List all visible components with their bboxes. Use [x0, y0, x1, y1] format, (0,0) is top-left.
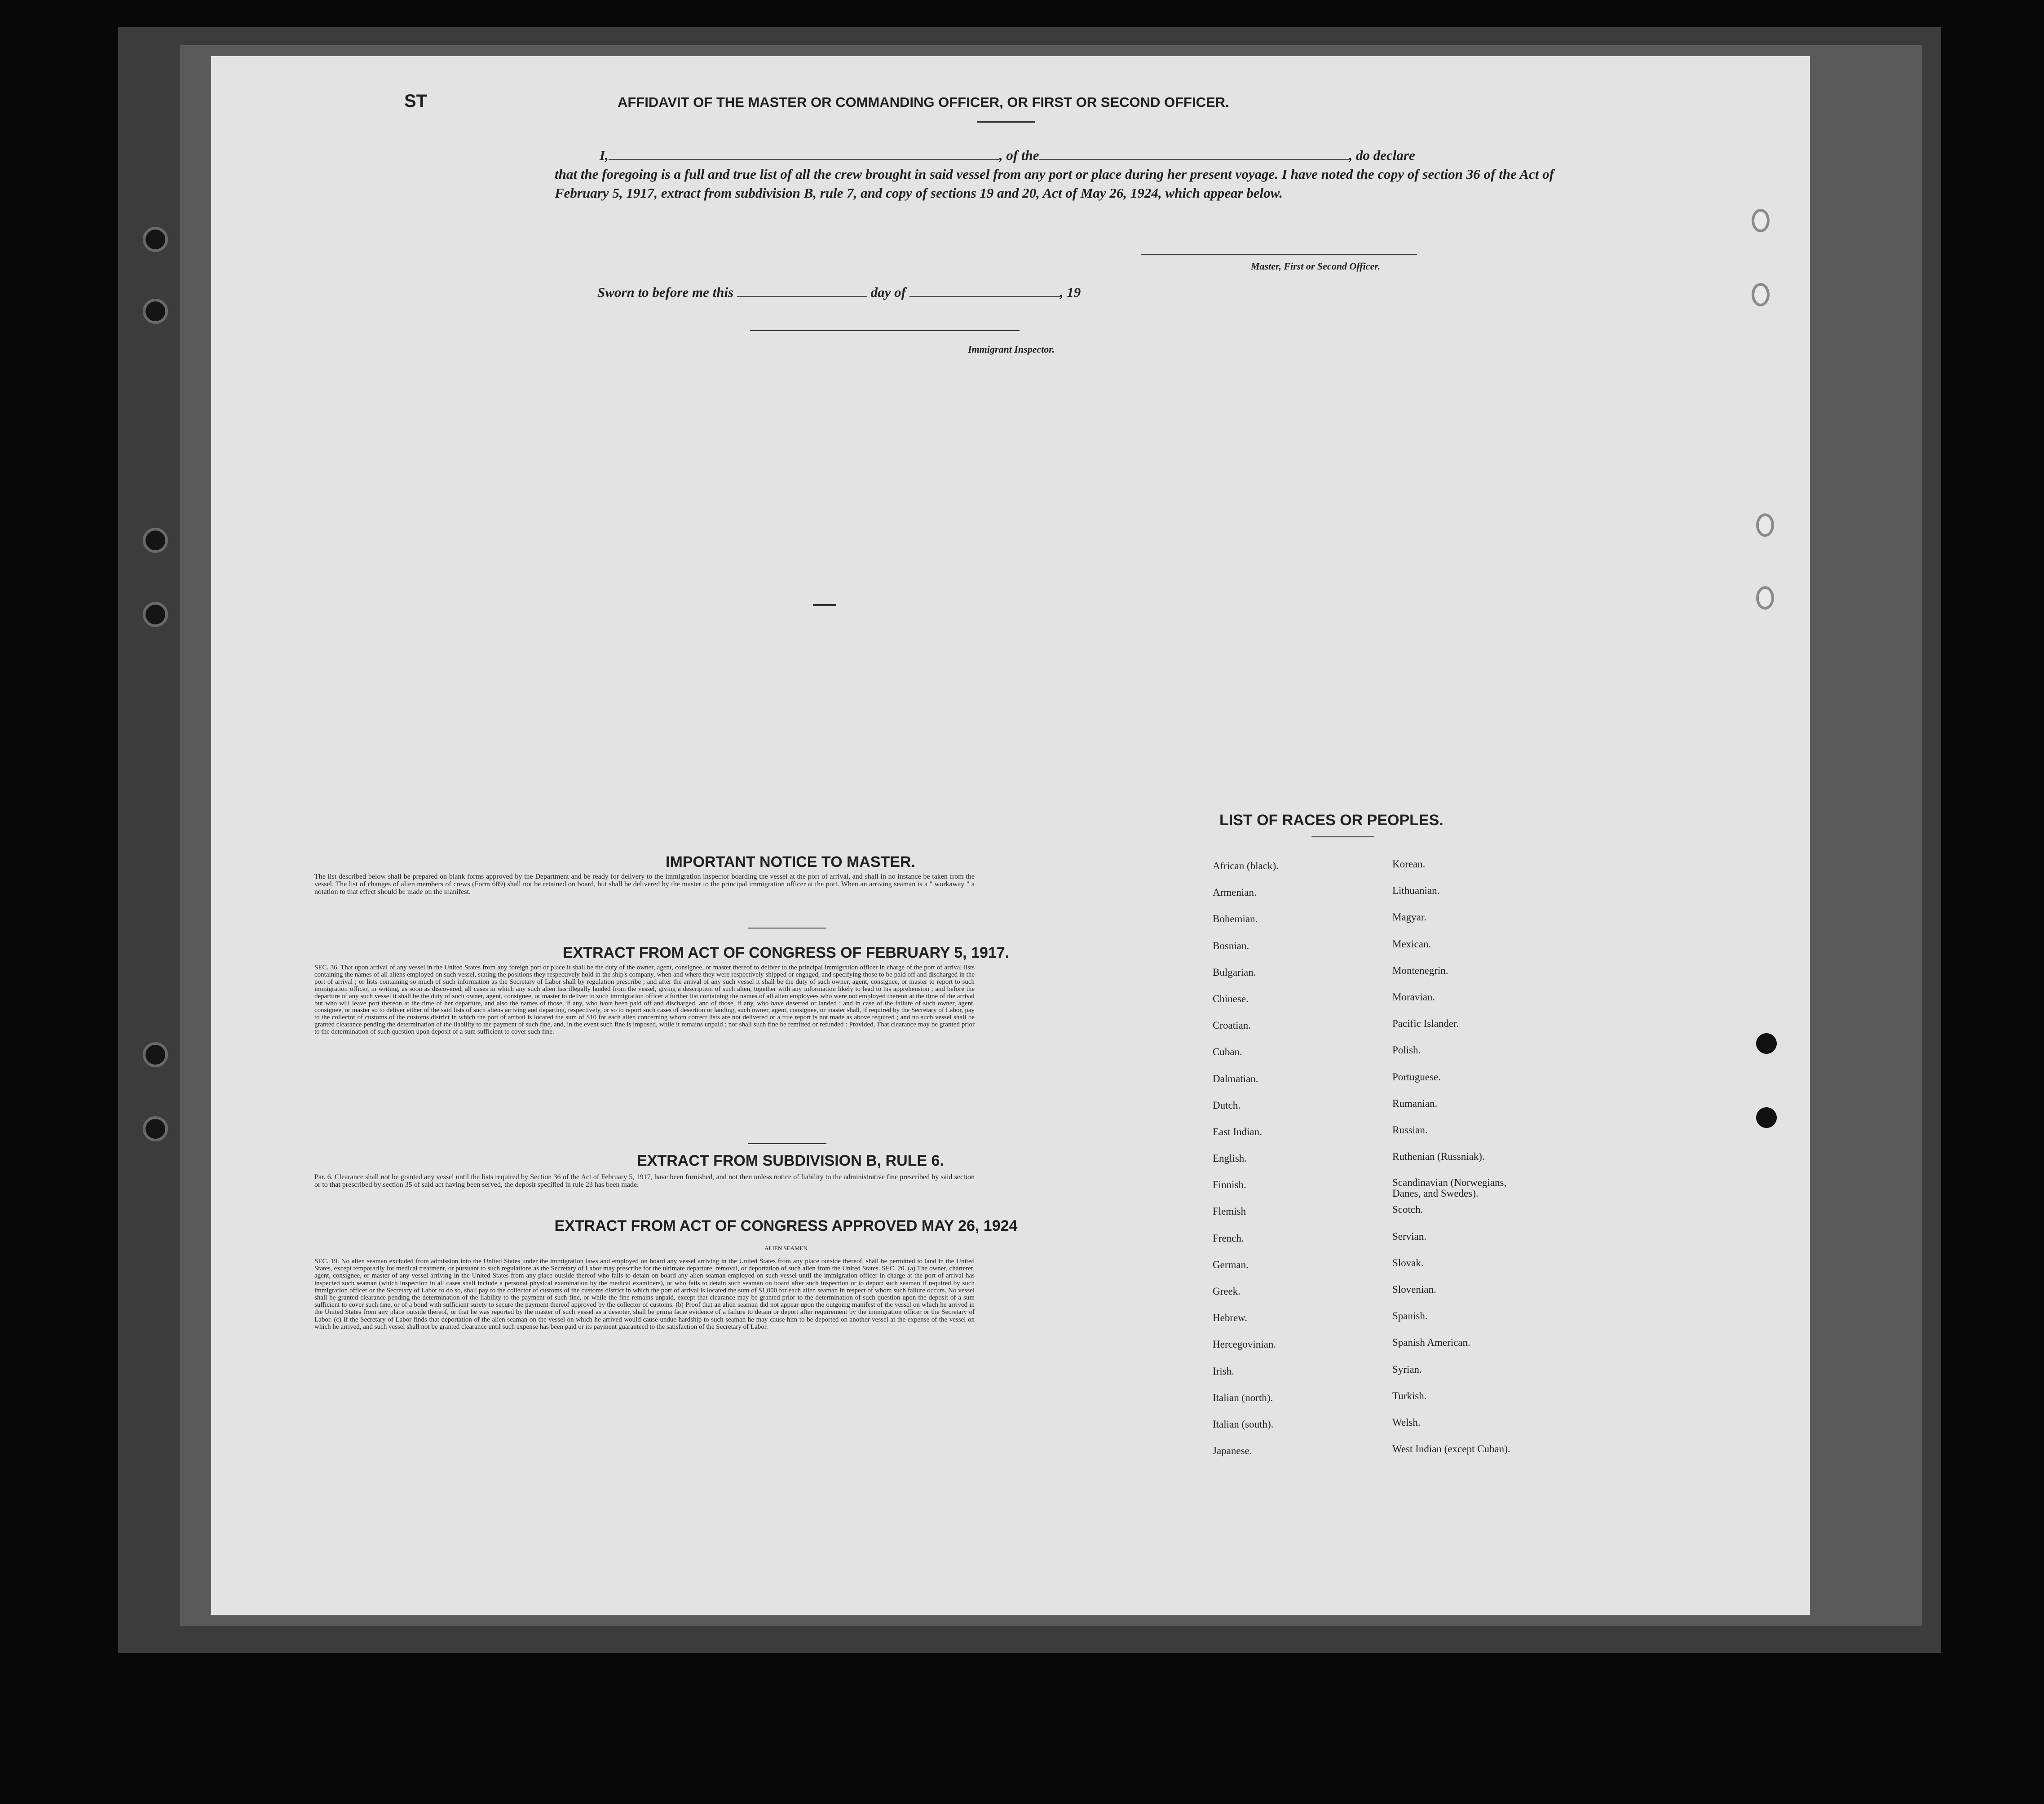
divider: [748, 1143, 826, 1144]
notice-title: IMPORTANT NOTICE TO MASTER.: [666, 853, 915, 871]
race-item: West Indian (except Cuban).: [1392, 1443, 1510, 1455]
name-blank: [609, 159, 999, 160]
race-item: Korean.: [1392, 858, 1426, 870]
notice-body: The list described below shall be prepared on blank forms approved by the Department and be ready for delivery to the immigration inspector boarding the vessel at the port of arrival, and shall in no instance be taken from the vessel. The list of changes of alien members of crews (Form 689) shall not be retained on board, but shall be delivered by the master to the principal immigration officer at the port. When an arriving seaman is a " workaway " a notation to that effect should be made on the manifest.: [314, 873, 975, 896]
inspector-signature-line: [750, 330, 1020, 331]
race-item: French.: [1213, 1232, 1244, 1244]
document-page: [211, 56, 1810, 1615]
race-item: German.: [1213, 1259, 1249, 1270]
race-item: Cuban.: [1213, 1046, 1242, 1058]
race-item: Ruthenian (Russniak).: [1392, 1151, 1485, 1163]
race-item: Pacific Islander.: [1392, 1018, 1459, 1030]
sworn-day-blank: [737, 296, 867, 297]
race-item: Greek.: [1213, 1286, 1241, 1297]
extract-1924-body: SEC. 19. No alien seaman excluded from admission into the United States under the immigration laws and employed on board any vessel arriving in the United States from any place outside thereof, shall be permitted to land in the United States, except temporarily for medical treatment, or pursuant to such regulations as the Secretary of Labor may prescribe for the ultimate departure, removal, or deportation of such alien from the United States. SEC. 20. (a) The owner, charterer, agent, consignee, or master of any vessel arriving in the United States from any place outside thereof who fails to detain on board any alien seaman employed on such vessel until the immigration officer in charge at the port of arrival has inspected such seaman (which inspection in all cases shall include a personal physical examination by the medical examiners), or who fails to detain such seaman on board after such inspection or to deport such seaman if required by such immigration officer or the Secretary of Labor to do so, shall pay to the collector of customs of the customs district in which the port of arrival is located the sum of $1,000 for each alien seaman in respect of whom such failure occurs. No vessel shall be granted clearance pending the determination of the liability to the payment of such fine, or while the fine remains unpaid, except that clearance may be granted prior to the determination of such question upon the deposit of a sum sufficient to cover such fine, or of a bond with sufficient surety to secure the payment thereof approved by the collector of customs. (b) Proof that an alien seaman did not appear upon the outgoing manifest of the vessel on which he arrived in the United States from any place outside thereof, or that he was reported by the master of such vessel as a deserter, shall be prima facie evidence of a failure to detain or deport after requirement by the immigration officer or the Secretary of Labor. (c) If the Secretary of Labor finds that deportation of the alien seaman on the vessel on which he arrived would cause undue hardship to such seaman he may cause him to be deported on another vessel at the expense of the vessel on which he arrived, and such vessel shall not be granted clearance until such expense has been paid or its payment guaranteed to the satisfaction of the Secretary of Labor.: [314, 1258, 975, 1331]
inspector-label: Immigrant Inspector.: [968, 344, 1055, 355]
race-item: Slovenian.: [1392, 1284, 1436, 1295]
extract-1917-body: SEC. 36. That upon arrival of any vessel in the United States from any foreign port or place it shall be the duty of the owner, agent, consignee, or master thereof to deliver to the principal immigration officer in charge of the port of arrival lists containing the names of all aliens employed on such vessel, stating the positions they respectively hold in the ship's company, when and where they were respectively shipped or engaged, and specifying those to be paid off and discharged in the port of arrival ; or lists containing so much of such information as the Secretary of Labor shall by regulation prescribe ; and after the arrival of any such vessel it shall be the duty of such owner, agent, consignee, or master to report to such immigration officer, in writing, as soon as discovered, all cases in which any such alien has illegally landed from the vessel, giving a description of such alien, together with any information likely to lead to his apprehension ; and before the departure of any such vessel it shall be the duty of such owner, agent, consignee, or master to deliver to such immigration officer a further list containing the names of all alien employees who were not employed thereon at the time of the arrival but who will leave port thereon at the time of her departure, and also the names of those, if any, who have been paid off and discharged, and of those, if any, who have deserted or landed ; and in case of the failure of such owner, agent, consignee, or master so to deliver either of the said lists of such aliens arriving and departing, respectively, or so to report such cases of desertion or landing, such owner, agent, consignee, or master shall, if required by the Secretary of Labor, pay to the collector of customs of the customs district in which the port of arrival is located the sum of $10 for each alien concerning whom correct lists are not delivered or a true report is not made as above required ; and no such vessel shall be granted clearance pending the determination of the liability to the payment of such fine, and, in the event such fine is imposed, while it remains unpaid ; nor shall such fine be remitted or refunded : Provided, That clearance may be granted prior to the determination of such question upon deposit of a sum sufficient to cover such fine.: [314, 964, 975, 1036]
race-item: Finnish.: [1213, 1179, 1246, 1191]
page-ring: [1752, 209, 1770, 232]
extract-1917-title: EXTRACT FROM ACT OF CONGRESS OF FEBRUARY 5, 1917.: [562, 944, 1010, 961]
race-item: Mexican.: [1392, 938, 1431, 950]
race-item: Turkish.: [1392, 1390, 1427, 1402]
race-item: Moravian.: [1392, 991, 1435, 1003]
page-ring: [1756, 513, 1774, 537]
races-title: LIST OF RACES OR PEOPLES.: [1219, 812, 1444, 829]
extract-rule-body: Par. 6. Clearance shall not be granted any vessel until the lists required by Section 36 of the Act of February 5, 1917, have been furnished, and not then unless notice of liability to the administrative fine prescribed by said section or to that prescribed by section 35 of said act having been served, the deposit specified in rule 23 has been made.: [314, 1173, 975, 1189]
page-hole: [1756, 1033, 1777, 1054]
race-item: Armenian.: [1213, 887, 1257, 898]
race-item: Irish.: [1213, 1365, 1234, 1377]
race-item: East Indian.: [1213, 1126, 1262, 1137]
race-item: African (black).: [1213, 860, 1279, 871]
race-item: Spanish American.: [1392, 1337, 1470, 1349]
sworn-year: , 19: [1060, 284, 1081, 300]
divider: [748, 928, 826, 929]
binder-hole: [143, 299, 168, 324]
race-item: Dutch.: [1213, 1099, 1241, 1111]
race-item: Chinese.: [1213, 993, 1249, 1004]
divider: [1311, 836, 1374, 837]
races-right-column: [1392, 858, 1514, 1470]
race-item: Scandinavian (Norwegians, Danes, and Swedes).: [1392, 1177, 1507, 1199]
affidavit-title: AFFIDAVIT OF THE MASTER OR COMMANDING OFFICER, OR FIRST OR SECOND OFFICER.: [618, 94, 1229, 110]
page-hole: [1756, 1107, 1777, 1128]
race-item: Montenegrin.: [1392, 964, 1448, 976]
race-item: Italian (south).: [1213, 1418, 1274, 1430]
race-item: Slovak.: [1392, 1257, 1424, 1269]
page-ring: [1752, 283, 1770, 306]
race-item: Polish.: [1392, 1044, 1421, 1056]
master-label: Master, First or Second Officer.: [1251, 261, 1381, 272]
race-item: Welsh.: [1392, 1416, 1421, 1428]
races-left-column: [1213, 860, 1279, 1472]
race-item: Spanish.: [1392, 1310, 1428, 1322]
binder-hole: [143, 227, 168, 252]
race-item: Hercegovinian.: [1213, 1339, 1276, 1350]
page-ring: [1756, 586, 1774, 610]
extract-rule-title: EXTRACT FROM SUBDIVISION B, RULE 6.: [637, 1152, 944, 1169]
race-item: Croatian.: [1213, 1020, 1251, 1031]
race-item: Portuguese.: [1392, 1071, 1441, 1083]
race-item: Lithuanian.: [1392, 885, 1440, 897]
affidavit-i: I,: [600, 147, 609, 163]
binder-hole: [143, 528, 168, 553]
affidavit-of-the: , of the: [999, 147, 1039, 163]
race-item: Syrian.: [1392, 1363, 1422, 1375]
vessel-blank: [1039, 159, 1349, 160]
affidavit-body: [555, 146, 1554, 203]
sworn-month-blank: [909, 296, 1060, 297]
sworn-prefix: Sworn to before me this: [597, 284, 734, 300]
binder-hole: [143, 602, 168, 627]
race-item: Bosnian.: [1213, 940, 1249, 951]
race-item: Bohemian.: [1213, 913, 1258, 925]
signature-line: [1141, 254, 1417, 255]
race-item: Rumanian.: [1392, 1097, 1438, 1109]
extract-1924-title: EXTRACT FROM ACT OF CONGRESS APPROVED MAY 26, 1924: [554, 1217, 1018, 1234]
extract-1924-subtitle: ALIEN SEAMEN: [764, 1245, 808, 1251]
sworn-day-of: day of: [870, 284, 906, 300]
affidavit-declare: , do declare: [1349, 147, 1415, 163]
race-item: Japanese.: [1213, 1445, 1252, 1457]
race-item: Dalmatian.: [1213, 1073, 1258, 1084]
affidavit-text: that the foregoing is a full and true list of all the crew brought in said vessel from any port or place during her present voyage. I have noted the copy of section 36 of the Act of February 5, 1917, extract from subdivision B, rule 7, and copy of sections 19 and 20, Act of May 26, 1924, which appear below.: [555, 166, 1554, 201]
stamp-mark: ST: [404, 91, 428, 111]
race-item: Flemish: [1213, 1206, 1246, 1217]
binder-hole: [143, 1116, 168, 1141]
race-item: Hebrew.: [1213, 1312, 1248, 1324]
small-mark: [813, 604, 836, 606]
race-item: English.: [1213, 1153, 1247, 1164]
binder-hole: [143, 1042, 168, 1067]
race-item: Bulgarian.: [1213, 966, 1256, 978]
sworn-line: [597, 283, 1081, 302]
race-item: Magyar.: [1392, 911, 1427, 923]
race-item: Servian.: [1392, 1230, 1427, 1242]
divider: [977, 121, 1035, 123]
race-item: Scotch.: [1392, 1204, 1423, 1216]
race-item: Italian (north).: [1213, 1392, 1273, 1403]
race-item: Russian.: [1392, 1124, 1428, 1136]
